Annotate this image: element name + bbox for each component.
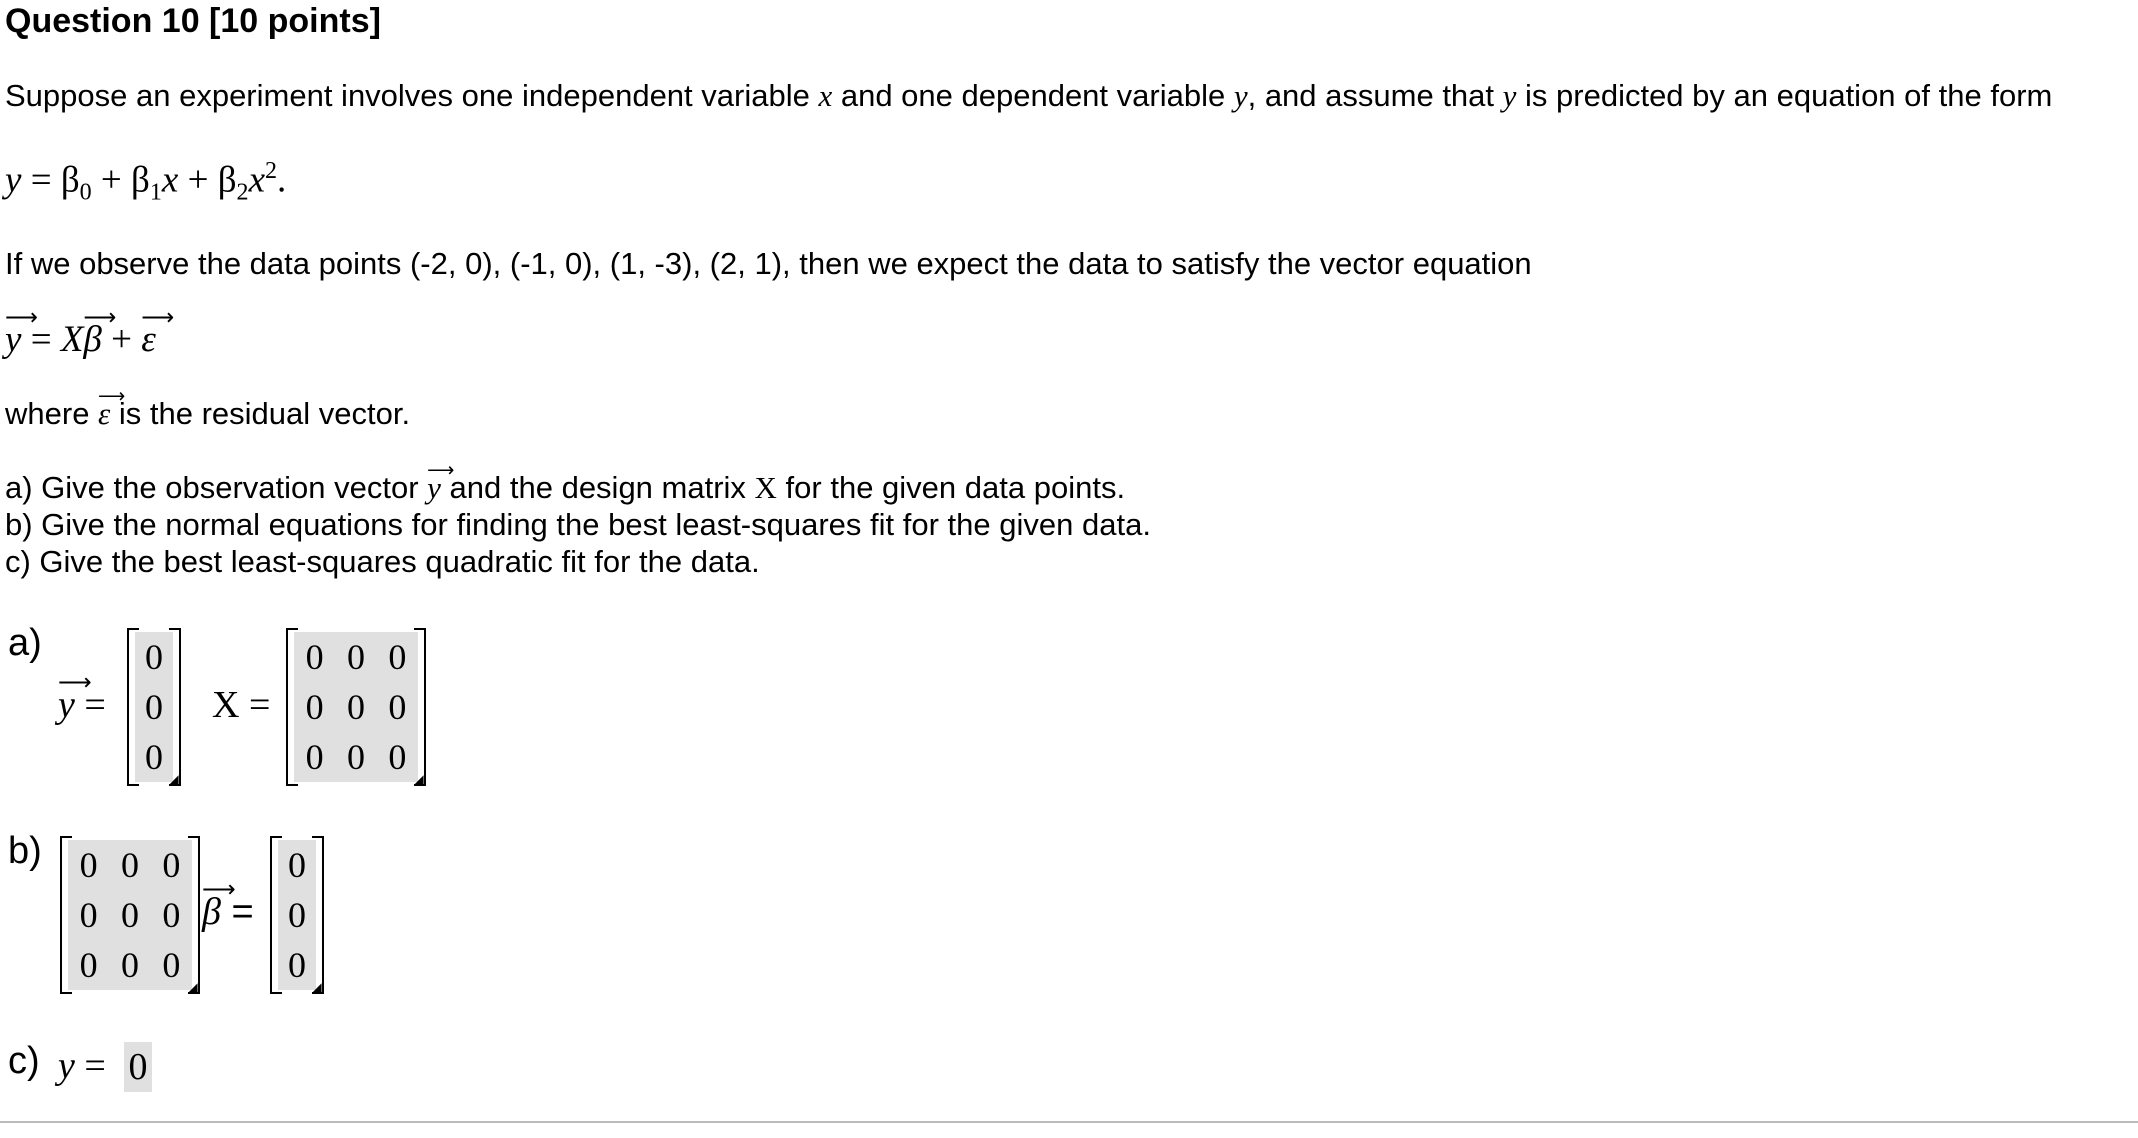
part-a-after: and the design matrix <box>440 470 755 505</box>
part-c-prompt: c) Give the best least-squares quadratic fit for the data. <box>5 544 760 579</box>
vec-y: ⟶ y <box>5 318 21 361</box>
answer-a-X-eq: = <box>239 684 271 726</box>
X-entry-3-1[interactable]: 0 <box>305 737 324 777</box>
eq-x2: x <box>248 159 266 201</box>
vec-beta: ⟶ β <box>83 318 101 361</box>
var-x: x <box>818 78 833 113</box>
eq-x2-sup: 2 <box>265 158 278 184</box>
N-entry-2-1[interactable]: 0 <box>79 895 98 935</box>
X-entry-1-2[interactable]: 0 <box>346 637 365 677</box>
eq-b2-sub: 2 <box>236 179 249 206</box>
N-entry-3-1[interactable]: 0 <box>79 945 98 985</box>
answer-b-beta-equals <box>202 890 254 934</box>
answer-a-label: a) <box>8 622 42 664</box>
design-matrix-cells <box>294 632 418 782</box>
intro-part-2: and one dependent variable <box>832 78 1234 113</box>
quadratic-fit-input[interactable]: 0 <box>124 1042 152 1092</box>
design-matrix <box>286 628 426 786</box>
intro-text <box>5 78 2052 114</box>
rhs-entry-2[interactable]: 0 <box>288 895 306 935</box>
N-entry-3-3[interactable]: 0 <box>162 945 181 985</box>
vec-eq-plus: + <box>101 319 142 360</box>
answer-a-X-equals <box>212 683 270 727</box>
model-equation <box>5 158 286 207</box>
y-entry-3[interactable]: 0 <box>145 737 163 777</box>
part-a-vec-y: ⟶ y <box>427 470 441 506</box>
part-b-prompt: b) Give the normal equations for finding the best least-squares fit for the given data. <box>5 507 1151 542</box>
eq-b1-sub: 1 <box>149 179 162 206</box>
N-entry-1-2[interactable]: 0 <box>120 845 139 885</box>
residual-text <box>5 396 410 432</box>
data-sentence: If we observe the data points (-2, 0), (-1, 0), (1, -3), (2, 1), then we expect the data to satisfy the vector equation <box>5 246 1532 281</box>
var-y-2: y <box>1502 78 1517 113</box>
X-entry-3-3[interactable]: 0 <box>388 737 407 777</box>
answer-a-equals: = <box>74 684 106 726</box>
N-entry-2-3[interactable]: 0 <box>162 895 181 935</box>
rhs-entry-3[interactable]: 0 <box>288 945 306 985</box>
answer-c-equals: = <box>74 1045 106 1087</box>
y-entry-2[interactable]: 0 <box>145 687 163 727</box>
var-y: y <box>1233 78 1248 113</box>
N-entry-1-3[interactable]: 0 <box>162 845 181 885</box>
residual-after: is the residual vector. <box>110 396 411 431</box>
X-entry-2-1[interactable]: 0 <box>305 687 324 727</box>
resize-handle-icon[interactable]: ◢ <box>188 980 198 994</box>
eq-end: . <box>277 159 287 201</box>
resize-handle-icon[interactable]: ◢ <box>414 772 424 786</box>
answer-b-vec-beta: ⟶ β <box>202 890 221 934</box>
observation-vector-cells <box>135 632 173 782</box>
N-entry-3-2[interactable]: 0 <box>120 945 139 985</box>
residual-eps: ⟶ ε <box>98 396 110 432</box>
vector-equation <box>5 318 156 361</box>
eq-b1: β <box>131 159 150 201</box>
eq-lhs: y <box>5 159 22 201</box>
X-entry-1-1[interactable]: 0 <box>305 637 324 677</box>
eq-plus1: + <box>91 159 132 201</box>
part-a-end: for the given data points. <box>776 470 1126 505</box>
answer-c-label: c) <box>8 1040 40 1082</box>
vec-eq-equals: = <box>21 319 61 360</box>
vec-eps: ⟶ ε <box>141 318 156 361</box>
part-a-before: a) Give the observation vector <box>5 470 428 505</box>
answer-c-y-equals <box>58 1044 106 1088</box>
normal-rhs-cells <box>278 840 316 990</box>
N-entry-2-2[interactable]: 0 <box>120 895 139 935</box>
X-entry-2-3[interactable]: 0 <box>388 687 407 727</box>
part-a-prompt <box>5 470 1125 506</box>
part-a-X: X <box>754 470 777 505</box>
normal-equations-matrix <box>60 836 200 994</box>
eq-plus2: + <box>178 159 218 201</box>
answer-a-y-equals <box>58 683 106 727</box>
vec-eq-X: X <box>60 319 84 360</box>
intro-part-4: is predicted by an equation of the form <box>1516 78 2053 113</box>
normal-rhs-vector <box>270 836 324 994</box>
answer-a-vec-y: ⟶ y <box>58 683 75 727</box>
question-title: Question 10 [10 points] <box>5 2 381 40</box>
observation-vector-matrix <box>127 628 181 786</box>
X-entry-2-2[interactable]: 0 <box>346 687 365 727</box>
resize-handle-icon[interactable]: ◢ <box>312 980 322 994</box>
eq-b0-sub: 0 <box>79 179 92 206</box>
eq-b2: β <box>217 159 237 201</box>
y-entry-1[interactable]: 0 <box>145 637 163 677</box>
resize-handle-icon[interactable]: ◢ <box>169 772 179 786</box>
answer-a-X: X <box>212 684 240 726</box>
intro-part-3: , and assume that <box>1247 78 1503 113</box>
eq-equals: = <box>21 159 61 201</box>
intro-part-1: Suppose an experiment involves one independent variable <box>5 78 819 113</box>
normal-matrix-cells <box>68 840 192 990</box>
residual-before: where <box>5 396 99 431</box>
X-entry-3-2[interactable]: 0 <box>346 737 365 777</box>
answer-b-equals: = <box>220 891 254 933</box>
rhs-entry-1[interactable]: 0 <box>288 845 306 885</box>
N-entry-1-1[interactable]: 0 <box>79 845 98 885</box>
answer-b-label: b) <box>8 830 42 872</box>
X-entry-1-3[interactable]: 0 <box>388 637 407 677</box>
bottom-divider <box>0 1121 2138 1123</box>
eq-b0: β <box>60 159 80 201</box>
answer-c-y: y <box>58 1045 75 1087</box>
eq-x1: x <box>161 159 179 201</box>
